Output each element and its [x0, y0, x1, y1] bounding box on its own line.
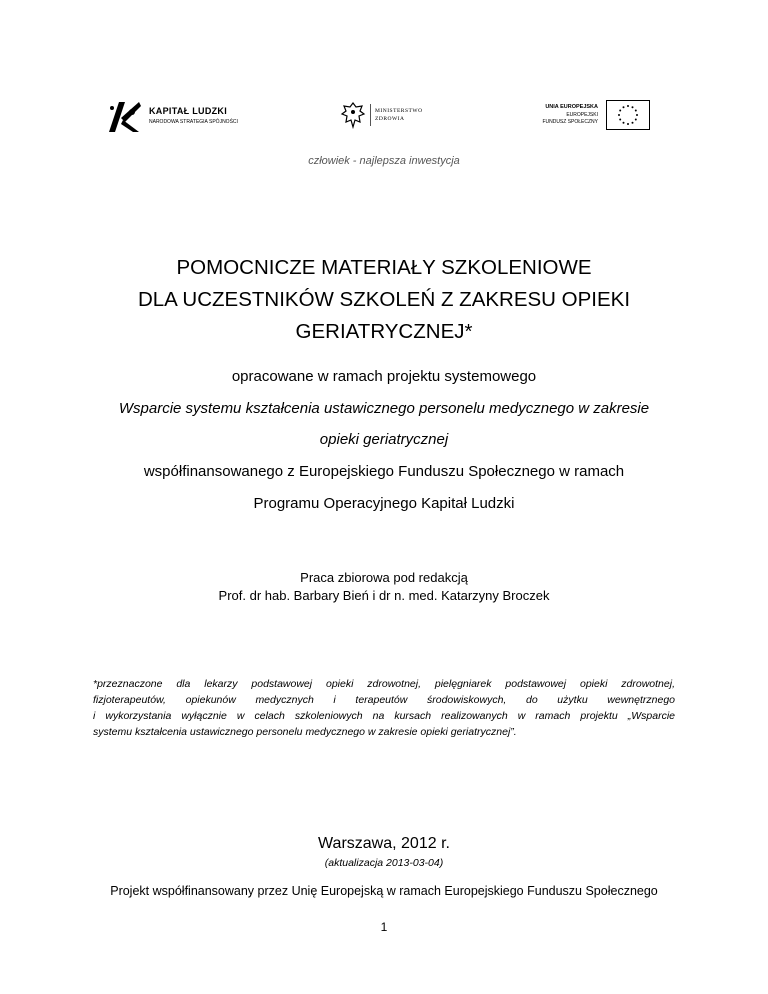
ministerstwo-line1: MINISTERSTWO [375, 108, 423, 114]
logo-bar [105, 96, 650, 136]
ministerstwo-zdrowia-logo [340, 96, 450, 136]
title-line-3: GERIATRYCZNEJ* [295, 320, 473, 343]
footnote-line-3: i wykorzystania wyłącznie w celach szkoleniowych na kursach realizowanych w ramach projektu „Wsparcie [93, 710, 675, 722]
project-name-line-1: Wsparcie systemu kształcenia ustawicznego personelu medycznego w zakresie [118, 400, 650, 417]
cofinance-line-2: Programu Operacyjnego Kapitał Ludzki [253, 495, 515, 512]
eu-flag-icon [606, 100, 650, 130]
ministerstwo-line2: ZDROWIA [375, 116, 405, 122]
kapital-ludzki-logo [105, 96, 255, 136]
document-title [0, 252, 768, 348]
cofinance-line-1: współfinansowanego z Europejskiego Funduszu Społecznego w ramach [143, 463, 625, 480]
title-line-1: POMOCNICZE MATERIAŁY SZKOLENIOWE [176, 256, 592, 279]
project-intro: opracowane w ramach projektu systemowego [231, 368, 537, 385]
footnote-line-4: systemu kształcenia ustawicznego personelu medycznego w zakresie opieki geriatrycznej”. [93, 726, 517, 738]
ue-line3: FUNDUSZ SPOŁECZNY [542, 119, 598, 125]
title-line-2: DLA UCZESTNIKÓW SZKOLEŃ Z ZAKRESU OPIEKI [137, 288, 631, 311]
logo-divider [370, 104, 371, 126]
footnote [93, 676, 675, 740]
kapital-ludzki-figure-icon [105, 98, 143, 134]
page-number: 1 [380, 920, 388, 934]
unia-europejska-logo [535, 96, 650, 136]
ue-line2: EUROPEJSKI [566, 112, 598, 118]
editors-names: Prof. dr hab. Barbary Bień i dr n. med. Katarzyny Broczek [218, 588, 550, 603]
tagline: człowiek - najlepsza inwestycja [308, 155, 460, 167]
kapital-ludzki-name: KAPITAŁ LUDZKI [149, 106, 228, 116]
project-name-line-2: opieki geriatrycznej [319, 431, 449, 448]
editors-intro: Praca zbiorowa pod redakcją [300, 570, 468, 585]
place-date: Warszawa, 2012 r. [318, 835, 450, 852]
update-date: (aktualizacja 2013-03-04) [324, 857, 444, 869]
kapital-ludzki-subtitle: NARODOWA STRATEGIA SPÓJNOŚCI [149, 119, 238, 125]
ue-line1: UNIA EUROPEJSKA [545, 104, 598, 110]
footer-text: Projekt współfinansowany przez Unię Europejską w ramach Europejskiego Funduszu Społecznego [110, 884, 658, 898]
footnote-line-2: fizjoterapeutów, opiekunów medycznych i terapeutów środowiskowych, do użytku wewnętrznego [93, 694, 675, 706]
eagle-emblem-icon [340, 100, 366, 130]
footnote-line-1: *przeznaczone dla lekarzy podstawowej opieki zdrowotnej, pielęgniarek podstawowej opieki zdrowotnej, [93, 678, 675, 690]
